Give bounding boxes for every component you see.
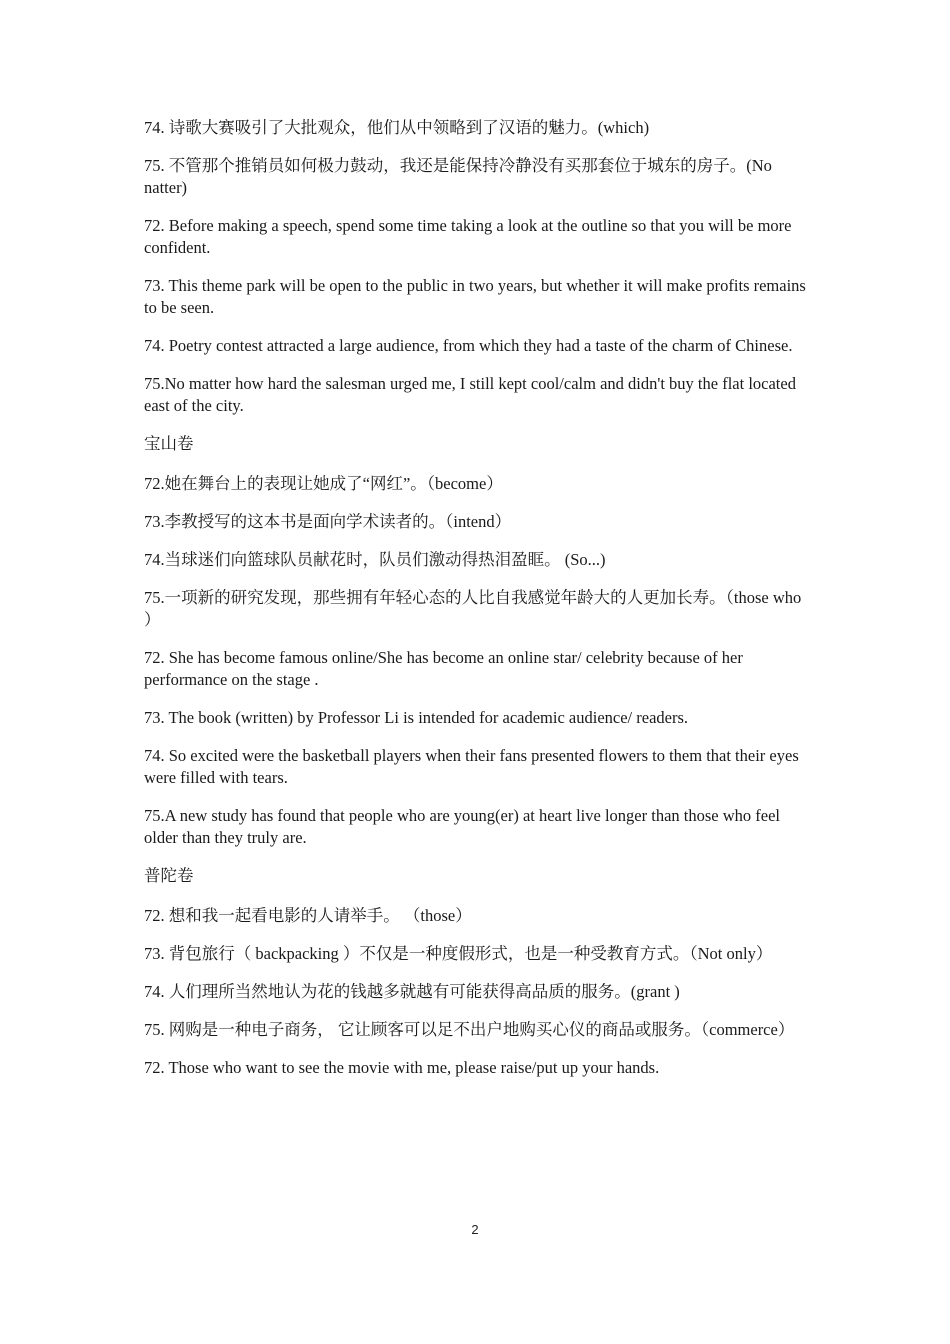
putuo-cn-74: 74. 人们理所当然地认为花的钱越多就越有可能获得高品质的服务。(grant )	[144, 982, 680, 1001]
putuo-en-72: 72. Those who want to see the movie with me, please raise/put up your hands.	[144, 1058, 660, 1077]
putuo-cn-72: 72. 想和我一起看电影的人请举手。 （those）	[144, 906, 472, 925]
item-en-74: 74. Poetry contest attracted a large audience, from which they had a taste of the charm of Chinese.	[144, 336, 793, 355]
item-cn-74: 74. 诗歌大赛吸引了大批观众，他们从中领略到了汉语的魅力。(which)	[144, 118, 650, 137]
putuo-cn-75: 75. 网购是一种电子商务， 它让顾客可以足不出户地购买心仪的商品或服务。（commerce）	[144, 1020, 795, 1039]
baoshan-cn-75: 75.一项新的研究发现，那些拥有年轻心态的人比自我感觉年龄大的人更加长寿。（those who ）	[144, 588, 802, 629]
section-heading-baoshan: 宝山卷	[144, 434, 194, 453]
baoshan-cn-74: 74.当球迷们向篮球队员献花时，队员们激动得热泪盈眶。 (So...)	[144, 550, 606, 569]
section-heading-putuo: 普陀卷	[144, 866, 194, 885]
baoshan-en-74: 74. So excited were the basketball players when their fans presented flowers to them that their eyes were filled with tears.	[144, 746, 799, 787]
baoshan-cn-73: 73.李教授写的这本书是面向学术读者的。（intend）	[144, 512, 512, 531]
baoshan-en-72: 72. She has become famous online/She has become an online star/ celebrity because of her performance on the stage .	[144, 648, 743, 689]
baoshan-en-75: 75.A new study has found that people who are young(er) at heart live longer than those who feel older than they truly are.	[144, 806, 780, 847]
item-cn-75: 75. 不管那个推销员如何极力鼓动，我还是能保持冷静没有买那套位于城东的房子。(No natter)	[144, 156, 772, 197]
baoshan-en-73: 73. The book (written) by Professor Li is intended for academic audience/ readers.	[144, 708, 689, 727]
page-number: 2	[471, 1222, 479, 1237]
document-body	[144, 117, 810, 1095]
item-en-75: 75.No matter how hard the salesman urged me, I still kept cool/calm and didn't buy the flat located east of the city.	[144, 374, 796, 415]
putuo-cn-73: 73. 背包旅行（ backpacking ）不仅是一种度假形式，也是一种受教育方式。（Not only）	[144, 944, 773, 963]
baoshan-cn-72: 72.她在舞台上的表现让她成了“网红”。（become）	[144, 474, 503, 493]
item-en-73: 73. This theme park will be open to the public in two years, but whether it will make profits remains to be seen.	[144, 276, 806, 317]
item-en-72: 72. Before making a speech, spend some time taking a look at the outline so that you will be more confident.	[144, 216, 792, 257]
